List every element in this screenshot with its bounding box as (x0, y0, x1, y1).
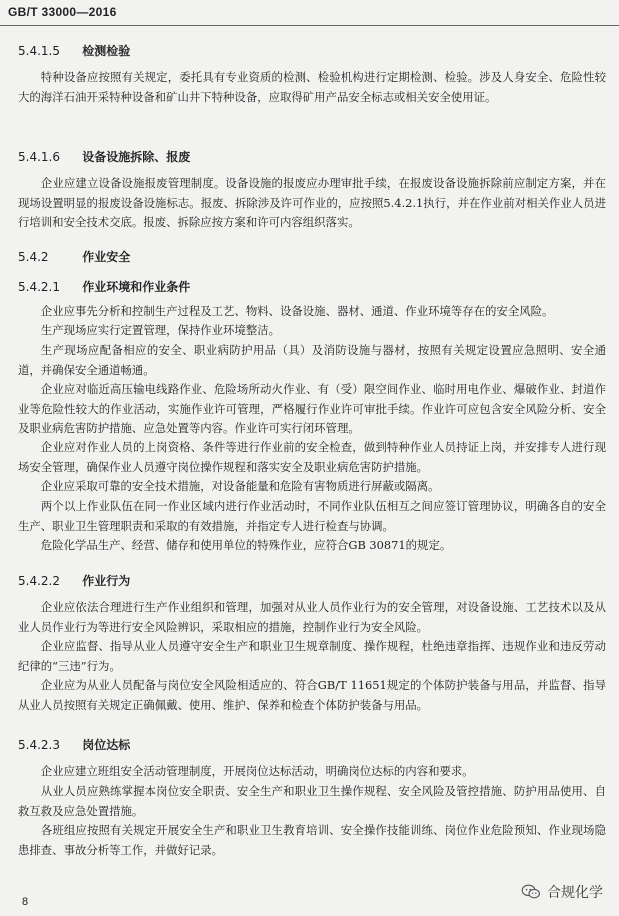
paragraph: 两个以上作业队伍在同一作业区域内进行作业活动时，不同作业队伍相互之间应签订管理协议，明确各自的安全生产、职业卫生管理职责和采取的有效措施，并指定专人进行检查与协调。 (18, 499, 606, 533)
section-title: 岗位达标 (82, 738, 131, 752)
paragraph: 企业应对临近高压输电线路作业、危险场所动火作业、有（受）限空间作业、临时用电作业、爆破作业、封道作业等危险性较大的作业活动，实施作业许可管理，严格履行作业许可审批手续。作业许可应包含安全风险分析、安全及职业病危害防护措施、应急处置等内容。作业许可实行闭环管理。 (18, 382, 606, 435)
section-heading-5-4-2-3 (18, 736, 130, 753)
paragraph: 企业应事先分析和控制生产过程及工艺、物料、设备设施、器材、通道、作业环境等存在的安全风险。 (40, 304, 554, 318)
section-heading-5-4-2-2 (18, 572, 130, 589)
section-heading-5-4-1-6 (18, 148, 190, 165)
section-heading-5-4-2 (18, 248, 130, 265)
paragraph: 特种设备应按照有关规定，委托具有专业资质的检测、检验机构进行定期检测、检验。涉及人身安全、危险性较大的海洋石油开采特种设备和矿山井下特种设备，应取得矿用产品安全标志或相关安全使用证。 (18, 70, 606, 104)
paragraph: 企业应建立设备设施报废管理制度。设备设施的报废应办理审批手续，在报废设备设施拆除前应制定方案，并在现场设置明显的报废设备设施标志。报废、拆除涉及许可作业的，应按照5.4.2.1执行，并在作业前对相关作业人员进行培训和安全技术交底。报废、拆除应按方案和许可内容组织落实。 (18, 176, 606, 229)
standard-code-header: GB/T 33000—2016 (8, 5, 117, 19)
section-title: 设备设施拆除、报废 (82, 150, 191, 164)
wechat-icon (521, 884, 541, 900)
page-number: 8 (22, 896, 29, 908)
section-title: 检测检验 (82, 44, 131, 58)
paragraph: 危险化学品生产、经营、储存和使用单位的特殊作业，应符合GB 30871的规定。 (40, 538, 452, 552)
header-rule (0, 25, 619, 26)
watermark-text: 合规化学 (547, 885, 603, 901)
section-number: 5.4.2.1 (18, 280, 60, 294)
paragraph: 企业应依法合理进行生产作业组织和管理，加强对从业人员作业行为的安全管理，对设备设施、工艺技术以及从业人员作业行为等进行安全风险辨识，采取相应的措施，控制作业行为安全风险。 (18, 600, 606, 634)
paragraph: 企业应建立班组安全活动管理制度，开展岗位达标活动，明确岗位达标的内容和要求。 (40, 764, 474, 778)
paragraph: 各班组应按照有关规定开展安全生产和职业卫生教育培训、安全操作技能训练、岗位作业危险预知、作业现场隐患排查、事故分析等工作，并做好记录。 (18, 823, 606, 857)
section-heading-5-4-2-1 (18, 278, 190, 295)
section-number: 5.4.2 (18, 250, 49, 264)
section-number: 5.4.1.5 (18, 44, 60, 58)
paragraph: 生产现场应实行定置管理，保持作业环境整洁。 (40, 323, 281, 337)
paragraph: 企业应对作业人员的上岗资格、条件等进行作业前的安全检查，做到特种作业人员持证上岗，并安排专人进行现场安全管理，确保作业人员遵守岗位操作规程和落实安全及职业病危害防护措施。 (18, 440, 606, 474)
section-number: 5.4.2.2 (18, 574, 60, 588)
paragraph: 生产现场应配备相应的安全、职业病防护用品（具）及消防设施与器材，按照有关规定设置应急照明、安全通道，并确保安全通道畅通。 (18, 343, 606, 377)
section-number: 5.4.1.6 (18, 150, 60, 164)
section-heading-5-4-1-5 (18, 42, 130, 59)
paragraph: 企业应为从业人员配备与岗位安全风险相适应的、符合GB/T 11651规定的个体防护装备与用品，并监督、指导从业人员按照有关规定正确佩戴、使用、维护、保养和检查个体防护装备与用品。 (18, 678, 606, 712)
paragraph: 从业人员应熟练掌握本岗位安全职责、安全生产和职业卫生操作规程、安全风险及管控措施、防护用品使用、自救互救及应急处置措施。 (18, 784, 606, 818)
watermark (521, 882, 603, 902)
section-title: 作业安全 (82, 250, 131, 264)
section-title: 作业环境和作业条件 (82, 280, 191, 294)
section-number: 5.4.2.3 (18, 738, 60, 752)
paragraph: 企业应采取可靠的安全技术措施，对设备能量和危险有害物质进行屏蔽或隔离。 (40, 479, 440, 493)
paragraph: 企业应监督、指导从业人员遵守安全生产和职业卫生规章制度、操作规程，杜绝违章指挥、违规作业和违反劳动纪律的“三违”行为。 (18, 639, 606, 673)
section-title: 作业行为 (82, 574, 131, 588)
